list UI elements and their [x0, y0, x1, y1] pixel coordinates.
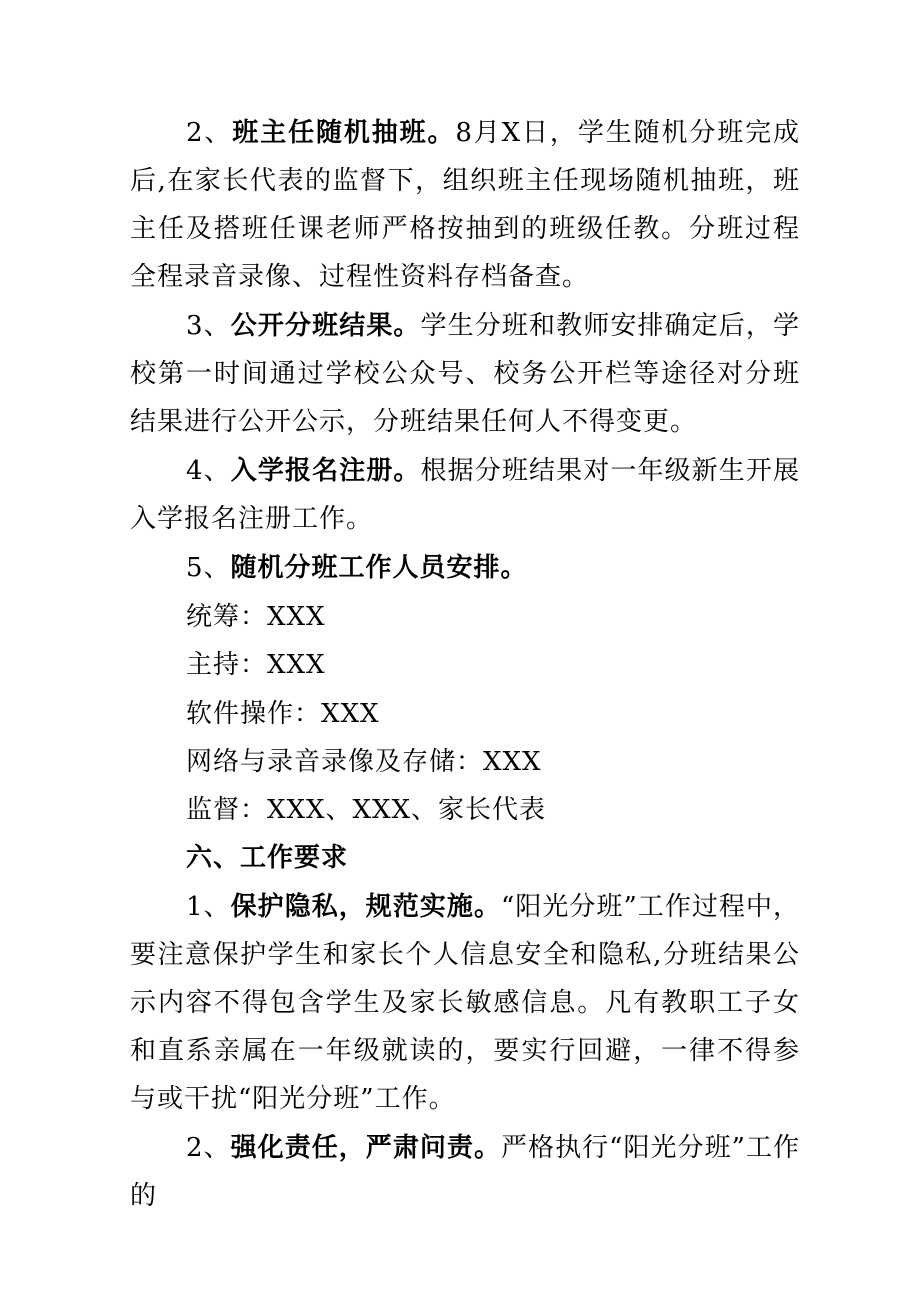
paragraph-number: 5、 [186, 553, 231, 583]
paragraph-heading: 公开分班结果。 [230, 311, 421, 341]
paragraph-staff-arrangement [130, 544, 800, 592]
staff-host: 主持：XXX [186, 650, 326, 680]
requirement-body: 严格执行“阳光分班”工作的 [130, 1133, 800, 1211]
staff-coordinator: 统筹：XXX [186, 602, 326, 632]
requirement-body: “阳光分班”工作过程中，要注意保护学生和家长个人信息安全和隐私,分班结果公示内容不得包含学生及家长敏感信息。凡有教职工子女和直系亲属在一年级就读的，要实行回避，一律不得参与或干扰“阳光分班”工作。 [130, 892, 800, 1114]
paragraph-body: 学生分班和教师安排确定后，学校第一时间通过学校公众号、校务公开栏等途径对分班结果进行公开公示，分班结果任何人不得变更。 [130, 311, 800, 437]
paragraph-heading: 随机分班工作人员安排。 [230, 553, 528, 583]
paragraph-body: 根据分班结果对一年级新生开展入学报名注册工作。 [130, 456, 800, 534]
paragraph-class-teacher-draw [130, 109, 800, 301]
staff-network-recording: 网络与录音录像及存储：XXX [186, 747, 542, 777]
paragraph-heading: 入学报名注册。 [230, 456, 421, 486]
requirement-heading: 保护隐私，规范实施。 [230, 892, 501, 922]
requirement-privacy [130, 883, 800, 1123]
paragraph-number: 3、 [186, 311, 231, 341]
paragraph-publish-results [130, 302, 800, 446]
requirement-heading: 强化责任，严肃问责。 [230, 1133, 501, 1163]
paragraph-body: 8月X日，学生随机分班完成后,在家长代表的监督下，组织班主任现场随机抽班，班主任及搭班任课老师严格按抽到的班级任教。分班过程全程录音录像、过程性资料存档备查。 [130, 118, 800, 292]
paragraph-heading: 班主任随机抽班。 [232, 118, 456, 148]
requirement-number: 2、 [186, 1133, 231, 1163]
section-heading: 六、工作要求 [186, 843, 349, 873]
requirement-number: 1、 [186, 892, 231, 922]
paragraph-enrollment [130, 447, 800, 543]
staff-software-operator: 软件操作：XXX [186, 699, 380, 729]
staff-supervision: 监督：XXX、XXX、家长代表 [186, 795, 547, 825]
requirement-accountability [130, 1124, 800, 1220]
paragraph-number: 4、 [186, 456, 231, 486]
paragraph-number: 2、 [186, 118, 233, 148]
